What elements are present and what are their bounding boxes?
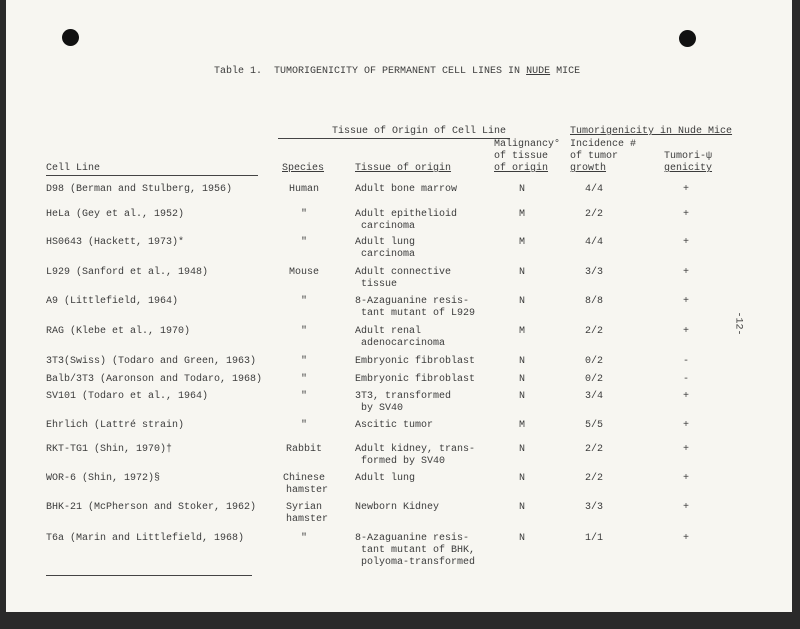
cell-tumorigenicity: +	[682, 473, 689, 484]
cell-tumorigenicity: +	[682, 502, 689, 513]
cell-tissue: 3T3, transformed by SV40	[355, 391, 452, 414]
divider	[278, 138, 510, 139]
cell-tissue: 8-Azaguanine resis- tant mutant of BHK, polyoma-transformed	[355, 533, 476, 568]
cell-incidence: 3/3	[584, 267, 603, 278]
cell-tissue: Adult renal adenocarcinoma	[355, 326, 446, 349]
cell-species: "	[300, 326, 307, 337]
header-line: of tumor	[570, 151, 619, 162]
cell-incidence: 2/2	[584, 326, 603, 337]
header-line: of tissue	[494, 151, 549, 162]
cell-cell-line: 3T3(Swiss) (Todaro and Green, 1963)	[46, 356, 257, 367]
cell-malignancy: N	[518, 391, 525, 402]
footnote-rule	[46, 575, 252, 576]
cell-cell-line: A9 (Littlefield, 1964)	[46, 296, 179, 307]
cell-tumorigenicity: +	[682, 237, 689, 248]
cell-species: Human	[288, 184, 319, 195]
header-line: Malignancy°	[494, 139, 561, 150]
cell-tissue: Embryonic fibroblast	[355, 356, 476, 367]
cell-species: Syrian hamster	[285, 502, 328, 525]
punch-hole	[679, 30, 696, 47]
cell-malignancy: N	[518, 374, 525, 385]
cell-incidence: 4/4	[584, 237, 603, 248]
header-line: genicity	[664, 163, 713, 174]
cell-tumorigenicity: -	[682, 356, 689, 367]
cell-species: Chinese hamster	[282, 473, 328, 496]
cell-species: "	[300, 356, 307, 367]
cell-cell-line: D98 (Berman and Stulberg, 1956)	[46, 184, 233, 195]
cell-incidence: 2/2	[584, 473, 603, 484]
cell-tumorigenicity: +	[682, 444, 689, 455]
cell-tissue: Adult epithelioid carcinoma	[355, 209, 458, 232]
cell-species: "	[300, 374, 307, 385]
title-underlined: NUDE	[526, 66, 551, 77]
cell-incidence: 2/2	[584, 209, 603, 220]
cell-cell-line: HS0643 (Hackett, 1973)*	[46, 237, 185, 248]
cell-malignancy: N	[518, 356, 525, 367]
cell-cell-line: Balb/3T3 (Aaronson and Todaro, 1968)	[46, 374, 263, 385]
group-header-tumor: Tumorigenicity in Nude Mice	[570, 126, 733, 137]
cell-incidence: 0/2	[584, 374, 603, 385]
cell-tissue: Adult lung carcinoma	[355, 237, 416, 260]
cell-tumorigenicity: +	[682, 267, 689, 278]
cell-malignancy: N	[518, 502, 525, 513]
table-title	[214, 66, 580, 78]
cell-tumorigenicity: -	[682, 374, 689, 385]
cell-tumorigenicity: +	[682, 326, 689, 337]
cell-tumorigenicity: +	[682, 391, 689, 402]
cell-cell-line: BHK-21 (McPherson and Stoker, 1962)	[46, 502, 257, 513]
cell-tumorigenicity: +	[682, 533, 689, 544]
cell-incidence: 3/4	[584, 391, 603, 402]
document-page	[6, 0, 792, 612]
cell-cell-line: HeLa (Gey et al., 1952)	[46, 209, 185, 220]
cell-malignancy: N	[518, 473, 525, 484]
punch-hole	[62, 29, 79, 46]
cell-cell-line: RAG (Klebe et al., 1970)	[46, 326, 191, 337]
cell-species: "	[300, 296, 307, 307]
header-incidence	[570, 139, 636, 175]
header-line: Incidence #	[570, 139, 637, 150]
cell-tissue: Adult bone marrow	[355, 184, 458, 195]
header-line: Tumori-ψ	[664, 151, 713, 162]
cell-malignancy: M	[518, 209, 525, 220]
cell-malignancy: M	[518, 237, 525, 248]
header-species: Species	[282, 163, 325, 174]
cell-species: "	[300, 237, 307, 248]
cell-malignancy: N	[518, 184, 525, 195]
cell-tumorigenicity: +	[682, 420, 689, 431]
cell-tissue: Adult kidney, trans- formed by SV40	[355, 444, 476, 467]
cell-incidence: 2/2	[584, 444, 603, 455]
cell-cell-line: SV101 (Todaro et al., 1964)	[46, 391, 209, 402]
cell-malignancy: N	[518, 444, 525, 455]
group-header-tissue: Tissue of Origin of Cell Line	[332, 126, 507, 137]
cell-cell-line: L929 (Sanford et al., 1948)	[46, 267, 209, 278]
cell-tumorigenicity: +	[682, 184, 689, 195]
header-tumorigenicity	[664, 151, 712, 175]
header-tissue: Tissue of origin	[355, 163, 452, 174]
cell-species: "	[300, 209, 307, 220]
cell-tumorigenicity: +	[682, 209, 689, 220]
cell-malignancy: M	[518, 326, 525, 337]
cell-tissue: Embryonic fibroblast	[355, 374, 476, 385]
cell-tumorigenicity: +	[682, 296, 689, 307]
cell-malignancy: M	[518, 420, 525, 431]
cell-tissue: Adult connective tissue	[355, 267, 452, 290]
cell-cell-line: WOR-6 (Shin, 1972)§	[46, 473, 161, 484]
cell-incidence: 5/5	[584, 420, 603, 431]
cell-tissue: 8-Azaguanine resis- tant mutant of L929	[355, 296, 476, 319]
cell-species: Rabbit	[285, 444, 322, 455]
cell-incidence: 8/8	[584, 296, 603, 307]
cell-cell-line: RKT-TG1 (Shin, 1970)†	[46, 444, 173, 455]
divider	[46, 175, 258, 176]
cell-species: "	[300, 533, 307, 544]
cell-tissue: Adult lung	[355, 473, 416, 484]
page-number: -12-	[732, 311, 744, 336]
cell-incidence: 0/2	[584, 356, 603, 367]
title-text: Table 1. TUMORIGENICITY OF PERMANENT CELL LINES IN	[214, 66, 521, 77]
cell-incidence: 1/1	[584, 533, 603, 544]
header-line: growth	[570, 163, 607, 174]
cell-tissue: Ascitic tumor	[355, 420, 434, 431]
cell-malignancy: N	[518, 533, 525, 544]
header-line: of origin	[494, 163, 549, 174]
title-end: MICE	[556, 66, 581, 77]
cell-species: Mouse	[288, 267, 319, 278]
cell-cell-line: T6a (Marin and Littlefield, 1968)	[46, 533, 245, 544]
header-cell-line: Cell Line	[46, 163, 101, 174]
header-malignancy	[494, 139, 560, 175]
cell-species: "	[300, 391, 307, 402]
cell-malignancy: N	[518, 267, 525, 278]
cell-incidence: 4/4	[584, 184, 603, 195]
cell-species: "	[300, 420, 307, 431]
cell-incidence: 3/3	[584, 502, 603, 513]
cell-tissue: Newborn Kidney	[355, 502, 440, 513]
cell-cell-line: Ehrlich (Lattré strain)	[46, 420, 185, 431]
cell-malignancy: N	[518, 296, 525, 307]
